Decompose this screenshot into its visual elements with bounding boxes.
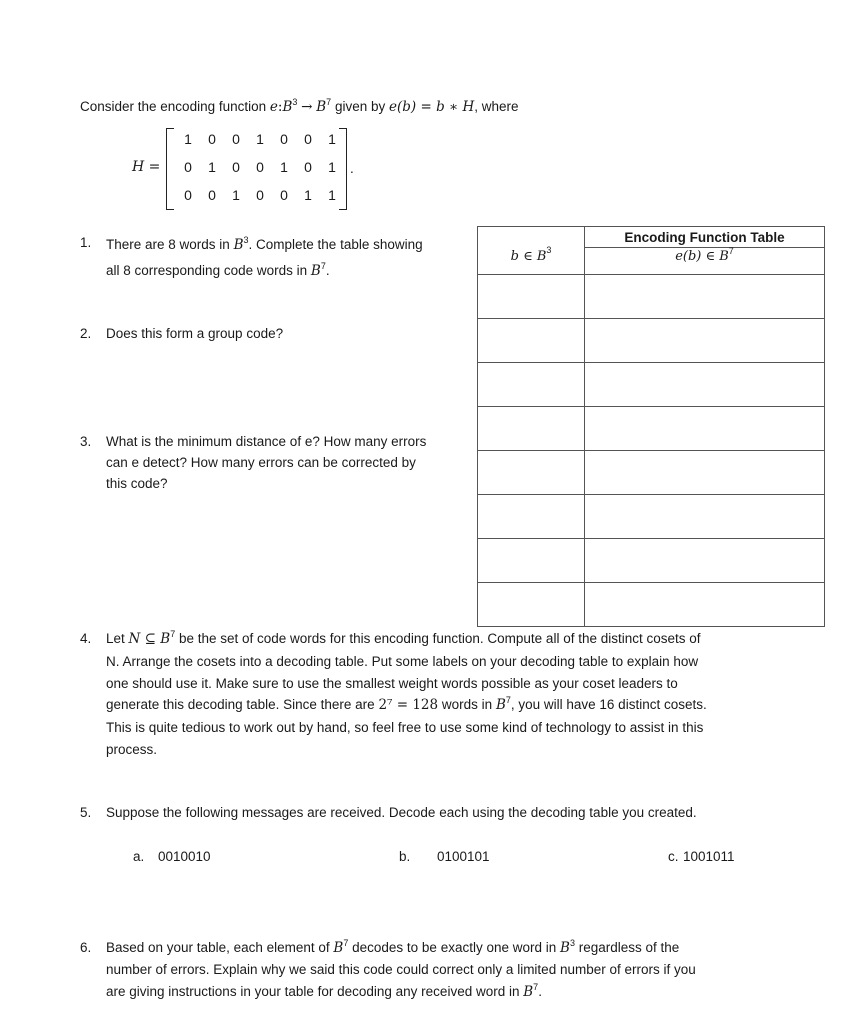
q1-line2-post: . — [325, 263, 330, 278]
encoding-function-table — [477, 226, 825, 627]
q5-b-value: 0100101 — [437, 849, 490, 864]
q5-a-value: 0010010 — [158, 849, 211, 864]
q3-line-1: What is the minimum distance of e? How many errors — [106, 434, 427, 449]
q3-line-2: can e detect? How many errors can be corrected by — [106, 455, 416, 470]
q1-math-exp7: 7 — [320, 260, 326, 271]
matrix-cell: 0 — [232, 159, 240, 175]
matrix-cell: 0 — [280, 131, 288, 147]
matrix-cell: 0 — [280, 187, 288, 203]
table-cell-b[interactable] — [478, 583, 585, 627]
table-row — [478, 363, 825, 407]
q3-number: 3. — [80, 434, 92, 449]
q5-c-label: c. — [668, 849, 679, 864]
matrix-row-1 — [176, 131, 346, 147]
table-cell-eb[interactable] — [585, 363, 825, 407]
table-cell-b[interactable] — [478, 539, 585, 583]
matrix-cell: 1 — [256, 131, 264, 147]
intro-text-mid: given by — [334, 99, 386, 114]
q6-line3-b: . — [538, 984, 542, 999]
q6-line1-b: decodes to be exactly one word in — [352, 940, 557, 955]
q1-line-2 — [106, 260, 476, 282]
intro-text-after: , where — [474, 99, 519, 114]
q2-number: 2. — [80, 326, 92, 341]
table-cell-eb[interactable] — [585, 319, 825, 363]
q4-line-4 — [106, 694, 806, 717]
q6-line1-exp3: 3 — [569, 937, 575, 948]
q4-line1-exp: 7 — [170, 628, 176, 639]
q4-text — [106, 628, 806, 761]
q1-math-exp3: 3 — [243, 234, 249, 245]
q1-math-B7: B — [310, 263, 321, 279]
table-cell-b[interactable] — [478, 319, 585, 363]
table-header-eb — [585, 245, 825, 275]
matrix-cell: 0 — [208, 187, 216, 203]
matrix-cell: 0 — [184, 159, 192, 175]
q4-line4-math: 2⁷ = 128 — [378, 697, 439, 714]
table-row — [478, 407, 825, 451]
q5-number: 5. — [80, 805, 92, 820]
matrix-cell: 1 — [304, 187, 312, 203]
matrix-cell: 0 — [256, 159, 264, 175]
matrix-label: H = — [132, 159, 161, 175]
q6-line1-exp7: 7 — [343, 937, 349, 948]
q4-line4-a: generate this decoding table. Since there are — [106, 697, 375, 713]
table-header-eb-text: e(b) ∈ B — [675, 249, 729, 264]
q6-line1-c: regardless of the — [578, 940, 680, 955]
table-row — [478, 583, 825, 627]
q1-line1-post: . Complete the table showing — [248, 237, 423, 252]
matrix-period: . — [350, 161, 354, 176]
q5-text: Suppose the following messages are received. Decode each using the decoding table you created. — [106, 805, 697, 820]
table-cell-eb[interactable] — [585, 495, 825, 539]
q3-text — [106, 431, 476, 494]
matrix-cell: 1 — [184, 131, 192, 147]
table-cell-b[interactable] — [478, 363, 585, 407]
table-cell-eb[interactable] — [585, 407, 825, 451]
matrix-cell: 0 — [256, 187, 264, 203]
table-header-eb-exp: 7 — [728, 245, 734, 256]
matrix-cell: 1 — [328, 187, 336, 203]
q4-line-3: one should use it. Make sure to use the smallest weight words possible as your coset leaders to — [106, 675, 678, 691]
q5-a-label: a. — [133, 849, 145, 864]
table-title: Encoding Function Table — [585, 227, 825, 248]
table-cell-eb[interactable] — [585, 583, 825, 627]
intro-math-exp7: 7 — [326, 96, 332, 107]
matrix-cell: 0 — [232, 131, 240, 147]
q6-line-1 — [106, 937, 806, 959]
q4-line4-b: words in — [441, 697, 493, 713]
intro-line — [80, 96, 519, 118]
table-row — [478, 495, 825, 539]
table-row — [478, 451, 825, 495]
matrix-cell: 1 — [328, 131, 336, 147]
q4-line4-c: , you will have 16 distinct cosets. — [510, 697, 707, 713]
intro-math-exp3: 3 — [292, 96, 298, 107]
matrix-cell: 1 — [208, 159, 216, 175]
q4-line-6: process. — [106, 741, 158, 757]
matrix-row-3 — [176, 187, 346, 203]
q4-line1-a: Let — [106, 631, 125, 646]
q6-line-2: number of errors. Explain why we said this code could correct only a limited number of errors if you — [106, 962, 696, 977]
q4-number: 4. — [80, 631, 92, 646]
q6-line-3 — [106, 981, 806, 1003]
matrix-left-bracket — [166, 128, 174, 210]
matrix-cell: 1 — [328, 159, 336, 175]
matrix-cell: 0 — [304, 159, 312, 175]
table-corner-cell — [478, 227, 585, 248]
q6-text — [106, 937, 806, 1003]
table-row — [478, 319, 825, 363]
intro-math-e: e — [269, 99, 278, 115]
matrix-cell: 0 — [184, 187, 192, 203]
matrix-cell: 0 — [304, 131, 312, 147]
table-cell-b[interactable] — [478, 451, 585, 495]
table-header-b — [478, 245, 585, 275]
q4-line-5: This is quite tedious to work out by hand, so feel free to use some kind of technology to assist in this — [106, 720, 704, 736]
intro-text-before: Consider the encoding function — [80, 99, 267, 114]
q6-line3-B: B — [523, 984, 534, 1000]
q1-line2-pre: all 8 corresponding code words in — [106, 263, 308, 278]
matrix-h — [132, 128, 372, 212]
q1-math-B: B — [233, 237, 244, 253]
q1-line-1 — [106, 234, 476, 256]
q1-text — [106, 234, 476, 282]
table-header-b-text: b ∈ B — [510, 248, 547, 264]
q1-line1-pre: There are 8 words in — [106, 237, 230, 252]
q6-line3-exp: 7 — [533, 981, 539, 992]
intro-math-colon: : — [277, 99, 283, 115]
q4-line1-c: be the set of code words for this encoding function. Compute all of the distinct cosets of — [178, 631, 701, 646]
q4-line4-exp: 7 — [505, 694, 511, 705]
q4-line-2: N. Arrange the cosets into a decoding table. Put some labels on your decoding table to explain how — [106, 653, 699, 669]
q1-number: 1. — [80, 235, 92, 250]
q2-text: Does this form a group code? — [106, 326, 284, 341]
matrix-cell: 1 — [280, 159, 288, 175]
matrix-cell: 0 — [208, 131, 216, 147]
table-cell-eb[interactable] — [585, 451, 825, 495]
intro-math-B7: B — [316, 99, 327, 115]
q6-line1-a: Based on your table, each element of — [106, 940, 330, 955]
matrix-row-2 — [176, 159, 346, 175]
intro-math-B3: B — [282, 99, 293, 115]
q4-line-1 — [106, 628, 806, 651]
q3-line-3: this code? — [106, 476, 168, 491]
q6-number: 6. — [80, 940, 92, 955]
q6-line1-B7: B — [333, 940, 344, 956]
q6-line1-B3: B — [560, 940, 570, 956]
intro-math-def: e(b) = b ∗ H — [389, 99, 475, 115]
table-cell-b[interactable] — [478, 407, 585, 451]
q4-line1-math: N ⊆ B — [128, 631, 171, 647]
table-row — [478, 539, 825, 583]
table-cell-b[interactable] — [478, 275, 585, 319]
q5-c-value: 1001011 — [683, 849, 735, 864]
table-cell-eb[interactable] — [585, 539, 825, 583]
q6-line3-a: are giving instructions in your table for decoding any received word in — [106, 984, 520, 999]
q5-b-label: b. — [399, 849, 411, 864]
table-cell-eb[interactable] — [585, 275, 825, 319]
table-row — [478, 275, 825, 319]
table-header-b-exp: 3 — [546, 245, 552, 256]
table-cell-b[interactable] — [478, 495, 585, 539]
intro-math-arrow: → — [301, 99, 313, 115]
matrix-cell: 1 — [232, 187, 240, 203]
q4-line4-B: B — [495, 697, 506, 714]
